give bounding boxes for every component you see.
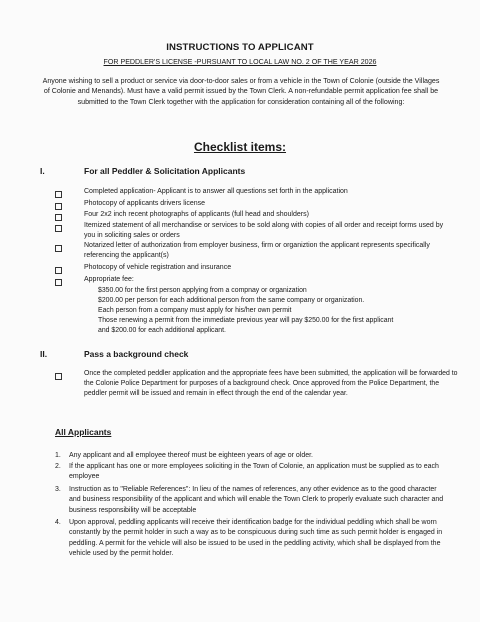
checkbox-3[interactable] (55, 214, 62, 221)
applicant-item-number: 2. (55, 463, 61, 470)
section-2-number: II. (40, 349, 48, 359)
fee-line-1: $350.00 for the first person applying from a compnay or organization (98, 287, 307, 294)
applicant-item-text: If the applicant has one or more employees soliciting in the Town of Colonie, an application must be supplied as to each employee (69, 463, 439, 481)
section-1-number: I. (40, 166, 45, 176)
applicant-item-text: Upon approval, peddling applicants will receive their identification badge for the individual peddling which shall be worn constantly by the permit holder in such a way as to be conspicuous during such time as such permit holder is engaged in peddling. A permit for the vehicle will also be issued to be used in the peddling activity, which shall be displayed from the vehicle used by the permit holder. (69, 519, 443, 557)
checklist-item-1: Completed application- Applicant is to answer all questions set forth in the application (84, 188, 348, 195)
checkbox-5[interactable] (55, 245, 62, 252)
document-title: INSTRUCTIONS TO APPLICANT (166, 42, 314, 53)
section-2-title: Pass a background check (84, 349, 189, 359)
background-check-text: Once the completed peddler application and the appropriate fees have been submitted, the application will be forwarded to the Colonie Police Department for purposes of a background check. Once approved from the Police Department, the peddler permit will be issued and remain in effect through the end of the calendar year. (84, 370, 458, 397)
checkbox-7[interactable] (55, 279, 62, 286)
checkbox-1[interactable] (55, 191, 62, 198)
section-1-title: For all Peddler & Solicitation Applicants (84, 166, 246, 176)
document-subtitle: FOR PEDDLER'S LICENSE -PURSUANT TO LOCAL LAW NO. 2 OF THE YEAR 2026 (103, 58, 377, 66)
checklist-item-5: Notarized letter of authorization from employer business, firm or organiztion the applicant represents specifically referencing the applicant(s) (84, 242, 430, 259)
fee-line-4: Those renewing a permit from the immediate previous year will pay $250.00 for the first applicant and $200.00 for each additional applicant. (98, 317, 394, 334)
checkbox-4[interactable] (55, 225, 62, 232)
fee-line-2: $200.00 per person for each additional person from the same company or organization. (98, 297, 365, 304)
checklist-item-6: Photocopy of vehicle registration and insurance (84, 264, 232, 271)
applicant-item-text: Any applicant and all employee thereof must be eighteen years of age or older. (69, 452, 313, 459)
intro-paragraph: Anyone wishing to sell a product or service via door-to-door sales or from a vehicle in the Town of Colonie (outside the Villages of Colonie and Menands). Must have a valid permit issued by the Town Clerk. A non-refundable permit application fee shall be submitted to the Town Clerk together with the application for consideration containing all of the following: (42, 77, 440, 106)
checkbox-2[interactable] (55, 203, 62, 210)
checklist-item-4: Itemized statement of all merchandise or services to be sold along with copies of all order and receipt forms used by you in soliciting sales or orders (84, 222, 444, 239)
checklist-item-3: Four 2x2 inch recent photographs of applicants (full head and shoulders) (84, 211, 309, 218)
checklist-item-7: Appropriate fee: (84, 276, 134, 283)
checklist-item-2: Photocopy of applicants drivers license (84, 200, 206, 207)
all-applicants-title: All Applicants (55, 427, 112, 437)
fee-line-3: Each person from a company must apply for his/her own permit (98, 307, 292, 314)
checklist-title: Checklist items: (193, 140, 287, 154)
checkbox-background-check[interactable] (55, 373, 62, 380)
applicant-item-number: 1. (55, 452, 61, 459)
applicant-item-number: 3. (55, 486, 61, 493)
applicant-item-text: Instruction as to "Reliable References": In lieu of the names of references, any other evidence as to the good character and business responsibility of the applicant and which will enable the Town Clerk to properly evaluate such character and business responsibility will be acceptable (69, 486, 444, 514)
applicant-item-number: 4. (55, 519, 61, 526)
checkbox-6[interactable] (55, 267, 62, 274)
